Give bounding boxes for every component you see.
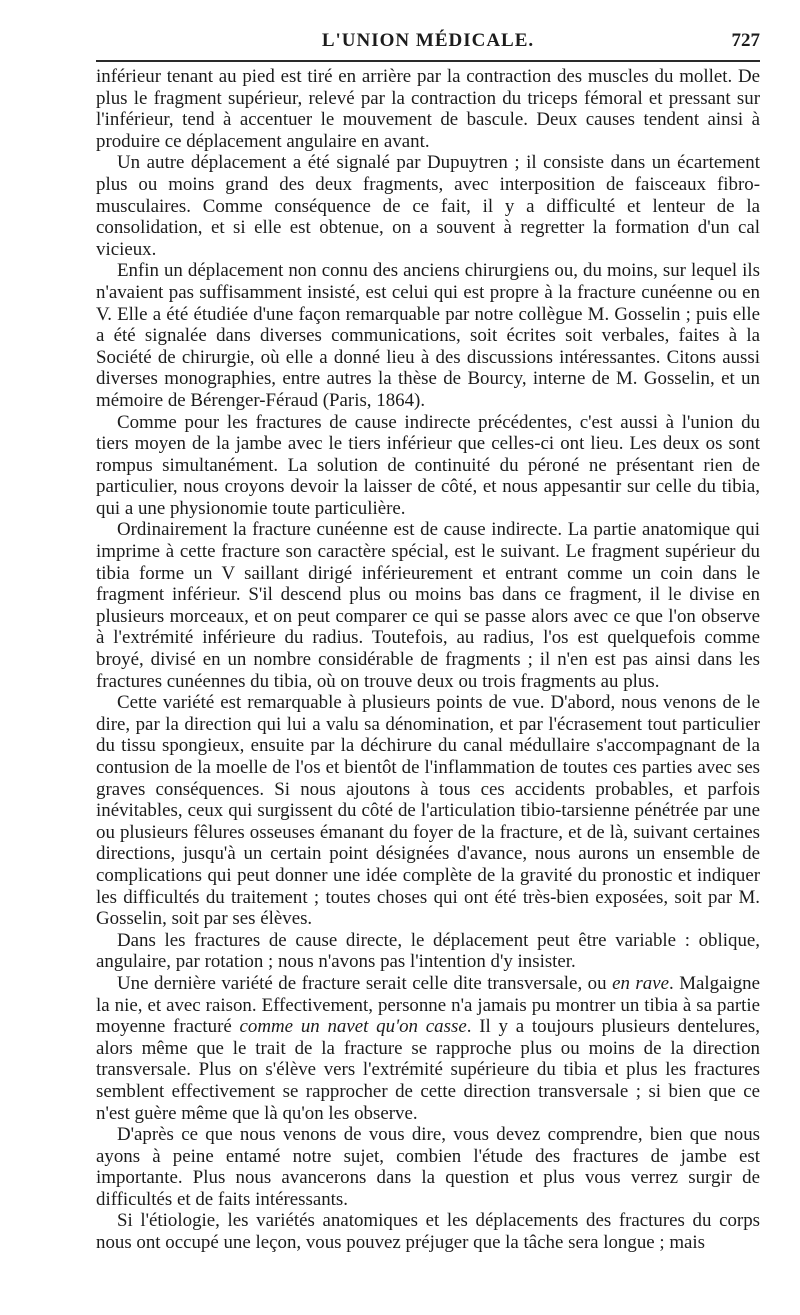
- text-segment: . Il y a toujours plusieurs dentelures, alors même que le trait de la fracture se rapproche plus ou moins de la direction transversale. Plus on s'élève vers l'extrémité supérieure du tibia et plus les fractures semblent effectivement se rapprocher de cette direction transversale ; si bien que ce n'est guère même que là qu'on les observe.: [96, 1016, 760, 1124]
- paragraph: [96, 260, 760, 411]
- text-segment: Comme pour les fractures de cause indirecte précédentes, c'est aussi à l'union du tiers moyen de la jambe avec le tiers inférieur que celles-ci ont lieu. Les deux os sont rompus simultanément. La solution de continuité du péroné ne présentant rien de particulier, nous croyons devoir la laisser de côté, et nous appesantir sur celle du tibia, qui a une physionomie toute particulière.: [96, 411, 760, 519]
- paragraph: [96, 519, 760, 692]
- page-number: 727: [731, 30, 760, 51]
- paragraph: [96, 973, 760, 1124]
- paragraph: [96, 1124, 760, 1210]
- paragraph: [96, 930, 760, 973]
- page-header: [96, 28, 760, 56]
- italic-text: comme un navet qu'on casse: [239, 1016, 467, 1038]
- paragraph: [96, 66, 760, 152]
- text-segment: D'après ce que nous venons de vous dire, vous devez comprendre, bien que nous ayons à peine entamé notre sujet, combien l'étude des fractures de jambe est importante. Plus nous avancerons dans la question et plus vous verrez surgir de difficultés et de faits intéressants.: [96, 1124, 760, 1210]
- text-segment: inférieur tenant au pied est tiré en arrière par la contraction des muscles du mollet. De plus le fragment supérieur, relevé par la contraction du triceps fémoral et pressant sur l'inférieur, tend à accentuer le mouvement de bascule. Deux causes tendent ainsi à produire ce déplacement angulaire en avant.: [96, 66, 760, 152]
- text-segment: Ordinairement la fracture cunéenne est de cause indirecte. La partie anatomique qui imprime à cette fracture son caractère spécial, est le suivant. Le fragment supérieur du tibia forme un V saillant dirigé inférieurement et entrant comme un coin dans le fragment inférieur. S'il descend plus ou moins bas dans ce fragment, il le divise en plusieurs morceaux, et on peut comparer ce qui se passe alors avec ce que l'on observe à l'extrémité inférieure du radius. Toutefois, au radius, l'os est quelquefois comme broyé, divisé en un nombre considérable de fragments ; il n'en est pas ainsi dans les fractures cunéennes du tibia, où on trouve deux ou trois fragments au plus.: [96, 519, 760, 692]
- header-rule: [96, 60, 760, 62]
- body-text: [96, 66, 760, 1254]
- text-segment: Un autre déplacement a été signalé par Dupuytren ; il consiste dans un écartement plus ou moins grand des deux fragments, avec interposition de faisceaux fibro-musculaires. Comme conséquence de ce fait, il y a difficulté et lenteur de la consolidation, et si elle est obtenue, on a souvent à regretter la formation d'un cal vicieux.: [96, 152, 760, 260]
- running-title: L'UNION MÉDICALE.: [321, 30, 535, 51]
- text-segment: Si l'étiologie, les variétés anatomiques et les déplacements des fractures du corps nous ont occupé une leçon, vous pouvez préjuger que la tâche sera longue ; mais: [96, 1210, 760, 1254]
- text-segment: Enfin un déplacement non connu des anciens chirurgiens ou, du moins, sur lequel ils n'avaient pas suffisamment insisté, est celui qui est propre à la fracture cunéenne ou en V. Elle a été étudiée d'une façon remarquable par notre collègue M. Gosselin ; puis elle a été signalée dans diverses communications, soit écrites soit verbales, faites à la Société de chirurgie, où elle a donné lieu à des discussions intéressantes. Citons aussi diverses monographies, entre autres la thèse de Bourcy, interne de M. Gosselin, et un mémoire de Bérenger-Féraud (Paris, 1864).: [96, 260, 760, 411]
- text-segment: Une dernière variété de fracture serait celle dite transversale, ou: [117, 972, 613, 994]
- text-segment: . Malgaigne la nie, et avec raison. Effectivement, personne n'a jamais pu montrer un tibia à sa partie moyenne fracturé: [96, 972, 760, 1038]
- paragraph: [96, 692, 760, 930]
- italic-text: en rave: [612, 972, 669, 994]
- paragraph: [96, 152, 760, 260]
- text-segment: Cette variété est remarquable à plusieurs points de vue. D'abord, nous venons de le dire, par la direction qui lui a valu sa dénomination, et par l'écrasement tout particulier du tissu spongieux, ensuite par la déchirure du canal médullaire s'accompagnant de la contusion de la moelle de l'os et bientôt de l'inflammation de toutes ces parties avec ses graves conséquences. Si nous ajoutons à tous ces accidents probables, et parfois inévitables, ceux qui surgissent du côté de l'articulation tibio-tarsienne pénétrée par une ou plusieurs fêlures osseuses émanant du foyer de la fracture, et de là, suivant certaines directions, jusqu'à un certain point désignées d'avance, nous aurons un ensemble de complications qui peut donner une idée complète de la gravité du pronostic et indiquer les difficultés du traitement ; toutes choses qui ont été très-bien exposées, soit par M. Gosselin, soit par ses élèves.: [96, 692, 760, 930]
- paragraph: [96, 1210, 760, 1253]
- text-segment: Dans les fractures de cause directe, le déplacement peut être variable : oblique, angulaire, par rotation ; nous n'avons pas l'intention d'y insister.: [96, 929, 760, 973]
- paragraph: [96, 412, 760, 520]
